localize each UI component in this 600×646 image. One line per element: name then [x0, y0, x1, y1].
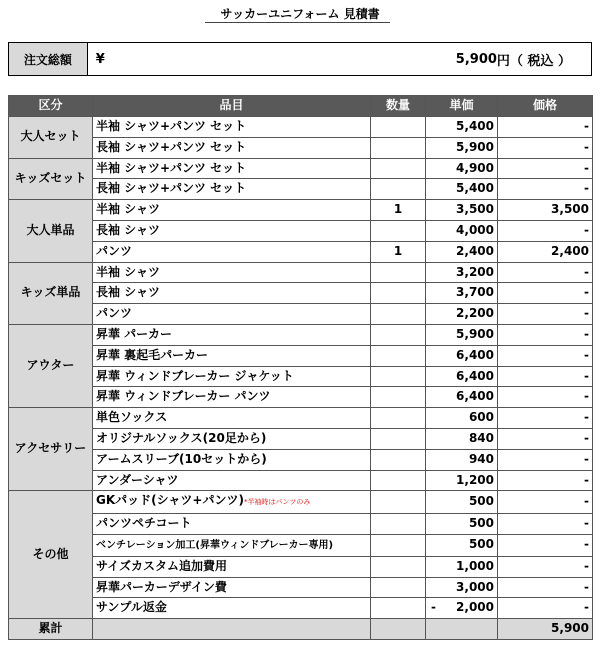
unit-price-value: 3,200 — [456, 264, 494, 279]
unit-price-cell — [426, 241, 498, 262]
table-row — [9, 262, 593, 283]
qty-cell[interactable] — [371, 324, 426, 345]
table-row — [9, 366, 593, 387]
price-cell: - — [498, 137, 593, 158]
unit-price-value: 2,400 — [456, 243, 494, 258]
sum-empty — [93, 619, 371, 640]
item-name: 昇華 パーカー — [96, 326, 172, 341]
qty-cell[interactable] — [371, 137, 426, 158]
unit-price-cell — [426, 366, 498, 387]
qty-cell[interactable]: 1 — [371, 200, 426, 221]
item-name: オリジナルソックス(20足から) — [96, 430, 267, 445]
table-row — [9, 428, 593, 449]
item-name: 半袖 シャツ+パンツ セット — [96, 160, 247, 175]
unit-price-value: 5,900 — [456, 139, 494, 154]
price-cell: - — [498, 304, 593, 325]
sum-empty — [426, 619, 498, 640]
qty-cell[interactable] — [371, 534, 426, 556]
price-cell: - — [498, 324, 593, 345]
unit-price-value: 4,000 — [456, 222, 494, 237]
minus-sign: - — [431, 600, 436, 615]
qty-cell[interactable] — [371, 283, 426, 304]
table-row — [9, 200, 593, 221]
price-cell: - — [498, 387, 593, 408]
sum-label: 累計 — [9, 619, 93, 640]
unit-price-value: 500 — [468, 516, 494, 531]
item-name: パンツペチコート — [96, 516, 192, 531]
table-row — [9, 283, 593, 304]
unit-price-value: 6,400 — [456, 368, 494, 383]
unit-price-value: 3,000 — [456, 579, 494, 594]
unit-price-value: 2,200 — [456, 306, 494, 321]
item-cell — [93, 556, 371, 577]
title-underline — [205, 22, 390, 23]
item-name: 半袖 シャツ — [96, 264, 160, 279]
item-cell — [93, 158, 371, 179]
unit-price-value: 3,700 — [456, 285, 494, 300]
item-name: 長袖 シャツ — [96, 285, 160, 300]
item-cell — [93, 220, 371, 241]
unit-price-value: 500 — [468, 494, 494, 509]
category-cell: キッズ単品 — [9, 262, 93, 324]
qty-cell[interactable]: 1 — [371, 241, 426, 262]
item-name: 長袖 シャツ — [96, 222, 160, 237]
unit-price-value: 6,400 — [456, 347, 494, 362]
unit-price-value: 3,500 — [456, 202, 494, 217]
item-cell — [93, 598, 371, 619]
unit-price-cell — [426, 137, 498, 158]
order-total-tax: （ 税込 ） — [509, 53, 571, 69]
unit-price-value: 5,400 — [456, 181, 494, 196]
table-row — [9, 158, 593, 179]
qty-cell[interactable] — [371, 366, 426, 387]
order-total-box — [8, 42, 592, 76]
table-row — [9, 556, 593, 577]
unit-price-cell — [426, 304, 498, 325]
order-total-value: 5,900 — [455, 51, 497, 67]
price-cell: - — [498, 345, 593, 366]
header-item: 品目 — [93, 96, 371, 117]
item-name: アンダーシャツ — [96, 472, 179, 487]
price-cell: - — [498, 366, 593, 387]
unit-price-cell — [426, 220, 498, 241]
qty-cell[interactable] — [371, 514, 426, 535]
unit-price-cell — [426, 514, 498, 535]
estimate-table — [8, 95, 593, 640]
qty-cell[interactable] — [371, 345, 426, 366]
qty-cell[interactable] — [371, 387, 426, 408]
price-cell: - — [498, 470, 593, 491]
unit-price-cell — [426, 470, 498, 491]
price-cell: - — [498, 179, 593, 200]
header-category: 区分 — [9, 96, 93, 117]
price-cell: - — [498, 556, 593, 577]
category-cell: 大人セット — [9, 117, 93, 159]
price-cell: - — [498, 428, 593, 449]
item-cell — [93, 179, 371, 200]
unit-price-cell — [426, 179, 498, 200]
unit-price-value: 1,000 — [456, 558, 494, 573]
table-row — [9, 577, 593, 598]
unit-price-cell — [426, 283, 498, 304]
unit-price-value: 1,200 — [456, 472, 494, 487]
unit-price-cell — [426, 200, 498, 221]
unit-price-cell — [426, 117, 498, 138]
price-cell: - — [498, 577, 593, 598]
item-cell — [93, 408, 371, 429]
order-total-amount — [456, 43, 591, 75]
item-name: パンツ — [96, 306, 133, 321]
item-cell — [93, 534, 371, 556]
item-cell — [93, 449, 371, 470]
price-cell: - — [498, 283, 593, 304]
table-row — [9, 387, 593, 408]
table-row — [9, 304, 593, 325]
table-row — [9, 117, 593, 138]
qty-cell[interactable] — [371, 491, 426, 514]
table-row — [9, 514, 593, 535]
qty-cell[interactable] — [371, 577, 426, 598]
qty-cell[interactable] — [371, 304, 426, 325]
item-name: GKパッド(シャツ+パンツ) — [96, 493, 244, 508]
category-cell: アウター — [9, 324, 93, 407]
qty-cell[interactable] — [371, 262, 426, 283]
unit-price-cell — [426, 158, 498, 179]
unit-price-cell — [426, 534, 498, 556]
qty-cell[interactable] — [371, 117, 426, 138]
table-row — [9, 491, 593, 514]
table-row — [9, 598, 593, 619]
price-cell: - — [498, 534, 593, 556]
item-cell — [93, 137, 371, 158]
unit-price-cell — [426, 262, 498, 283]
sum-row — [9, 619, 593, 640]
table-header-row — [9, 96, 593, 117]
table-row — [9, 179, 593, 200]
price-cell: - — [498, 117, 593, 138]
order-total-label: 注文総額 — [9, 43, 88, 75]
unit-price-value: 500 — [468, 537, 494, 552]
qty-cell[interactable] — [371, 428, 426, 449]
item-name: サイズカスタム追加費用 — [96, 558, 228, 573]
unit-price-cell — [426, 324, 498, 345]
category-cell: キッズセット — [9, 158, 93, 200]
header-qty: 数量 — [371, 96, 426, 117]
unit-price-value: 600 — [468, 410, 494, 425]
item-name: アームスリーブ(10セットから) — [96, 451, 267, 466]
unit-price-value: 840 — [468, 430, 494, 445]
item-name: パンツ — [96, 243, 133, 258]
price-cell: 2,400 — [498, 241, 593, 262]
table-row — [9, 220, 593, 241]
unit-price-value: 940 — [468, 451, 494, 466]
item-name: 単色ソックス — [96, 410, 168, 425]
price-cell: - — [498, 514, 593, 535]
unit-price-cell — [426, 577, 498, 598]
price-cell: 3,500 — [498, 200, 593, 221]
unit-price-value: 2,000 — [456, 600, 494, 615]
item-name: 長袖 シャツ+パンツ セット — [96, 181, 247, 196]
table-row — [9, 345, 593, 366]
table-row — [9, 324, 593, 345]
estimate-body — [9, 117, 593, 619]
item-cell — [93, 200, 371, 221]
item-cell — [93, 283, 371, 304]
table-row — [9, 137, 593, 158]
qty-cell[interactable] — [371, 556, 426, 577]
item-note: *半袖時はパンツのみ — [243, 498, 311, 507]
qty-cell[interactable] — [371, 158, 426, 179]
qty-cell[interactable] — [371, 179, 426, 200]
category-cell: その他 — [9, 491, 93, 619]
order-total-unit: 円 — [496, 53, 510, 69]
item-name: 昇華 裏起毛パーカー — [96, 347, 208, 362]
sum-value: 5,900 — [498, 619, 593, 640]
sum-empty — [371, 619, 426, 640]
table-row — [9, 534, 593, 556]
table-row — [9, 449, 593, 470]
unit-price-cell — [426, 449, 498, 470]
table-row — [9, 408, 593, 429]
unit-price-value: 4,900 — [456, 160, 494, 175]
item-cell — [93, 514, 371, 535]
category-cell: アクセサリー — [9, 408, 93, 491]
unit-price-cell — [426, 556, 498, 577]
item-name: 長袖 シャツ+パンツ セット — [96, 139, 247, 154]
item-cell — [93, 304, 371, 325]
item-cell — [93, 470, 371, 491]
qty-cell[interactable] — [371, 470, 426, 491]
price-cell: - — [498, 220, 593, 241]
header-unit-price: 単価 — [426, 96, 498, 117]
price-cell: - — [498, 408, 593, 429]
item-cell — [93, 491, 371, 514]
item-name: 昇華 ウィンドブレーカー パンツ — [96, 389, 271, 404]
unit-price-cell — [426, 387, 498, 408]
table-row — [9, 470, 593, 491]
item-cell — [93, 366, 371, 387]
price-cell: - — [498, 598, 593, 619]
order-total-currency: ¥ — [95, 51, 105, 67]
unit-price-cell — [426, 598, 498, 619]
item-cell — [93, 241, 371, 262]
item-name: サンプル返金 — [96, 600, 167, 615]
unit-price-value: 5,400 — [456, 119, 494, 133]
item-name: 半袖 シャツ+パンツ セット — [96, 119, 247, 133]
item-cell — [93, 387, 371, 408]
item-cell — [93, 262, 371, 283]
price-cell: - — [498, 491, 593, 514]
qty-cell[interactable] — [371, 449, 426, 470]
item-cell — [93, 577, 371, 598]
category-cell: 大人単品 — [9, 200, 93, 262]
item-name: ベンチレーション加工(昇華ウィンドブレーカー専用) — [96, 539, 334, 551]
unit-price-value: 5,900 — [456, 326, 494, 341]
unit-price-value: 6,400 — [456, 389, 494, 404]
item-cell — [93, 345, 371, 366]
qty-cell[interactable] — [371, 408, 426, 429]
unit-price-cell — [426, 345, 498, 366]
item-cell — [93, 428, 371, 449]
price-cell: - — [498, 158, 593, 179]
document-title: サッカーユニフォーム 見積書 — [220, 7, 380, 21]
item-cell — [93, 324, 371, 345]
unit-price-cell — [426, 408, 498, 429]
price-cell: - — [498, 449, 593, 470]
qty-cell[interactable] — [371, 598, 426, 619]
unit-price-cell — [426, 491, 498, 514]
item-name: 昇華 ウィンドブレーカー ジャケット — [96, 368, 294, 383]
item-cell — [93, 117, 371, 138]
unit-price-cell — [426, 428, 498, 449]
header-price: 価格 — [498, 96, 593, 117]
qty-cell[interactable] — [371, 220, 426, 241]
table-row — [9, 241, 593, 262]
item-name: 昇華パーカーデザイン費 — [96, 579, 227, 594]
price-cell: - — [498, 262, 593, 283]
item-name: 半袖 シャツ — [96, 202, 160, 217]
